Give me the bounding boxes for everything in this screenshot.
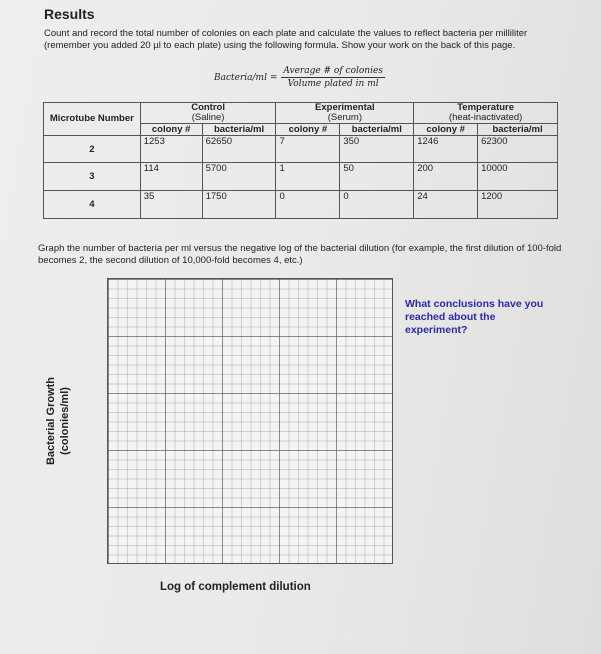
y-axis-label-line: (colonies/ml) [59, 387, 71, 455]
experimental-group-header [276, 103, 414, 124]
table-cell[interactable]: 7 [276, 136, 340, 163]
table-cell[interactable]: 50 [340, 163, 414, 191]
table-cell[interactable]: 0 [340, 191, 414, 219]
microtube-number: 3 [44, 163, 141, 191]
table-cell[interactable]: 1246 [414, 136, 478, 163]
conclusion-prompt: What conclusions have you reached about the experiment? [405, 298, 544, 336]
colony-col-header: colony # [276, 124, 340, 136]
control-group-header [140, 103, 276, 124]
table-cell[interactable]: 62650 [202, 136, 276, 163]
colony-col-header: colony # [414, 124, 478, 136]
bacteria-col-header: bacteria/ml [202, 124, 276, 136]
table-group-header-row [44, 103, 558, 124]
table-cell[interactable]: 114 [140, 163, 202, 191]
group-sub: (Saline) [191, 112, 225, 123]
y-axis-label-line: Bacterial Growth [45, 376, 57, 466]
table-cell[interactable]: 0 [276, 191, 340, 219]
table-cell[interactable]: 24 [414, 191, 478, 219]
microtube-header: Microtube Number [44, 103, 141, 136]
group-name: Control [191, 102, 225, 113]
formula-denominator: Volume plated in ml [287, 79, 379, 89]
table-cell[interactable]: 1 [276, 163, 340, 191]
graph-y-axis-label [44, 341, 72, 501]
table-cell[interactable]: 5700 [202, 163, 276, 191]
formula [214, 66, 385, 89]
graph-instructions: Graph the number of bacteria per ml versus the negative log of the bacterial dilution (for example, the first dilution of 100-fold becomes 2, the second dilution of 10,000-fold becomes 4, etc.) [38, 243, 562, 266]
page-title: Results [44, 6, 95, 22]
table-row [44, 136, 558, 163]
table-cell[interactable]: 62300 [478, 136, 558, 163]
group-sub: (Serum) [327, 112, 362, 123]
graph-x-axis-label: Log of complement dilution [160, 581, 311, 593]
microtube-number: 2 [44, 136, 141, 163]
table-cell[interactable]: 1200 [478, 191, 558, 219]
group-sub: (heat-inactivated) [448, 112, 523, 123]
microtube-number: 4 [44, 191, 141, 219]
formula-lhs: Bacteria/ml = [214, 72, 278, 83]
table-row [44, 191, 558, 219]
formula-fraction [281, 66, 385, 89]
group-name: Experimental [315, 102, 375, 113]
temperature-group-header [414, 103, 558, 124]
group-name: Temperature [457, 102, 515, 113]
bacteria-col-header: bacteria/ml [340, 124, 414, 136]
table-cell[interactable]: 1253 [140, 136, 202, 163]
table-row [44, 163, 558, 191]
table-cell[interactable]: 1750 [202, 191, 276, 219]
bacteria-col-header: bacteria/ml [478, 124, 558, 136]
table-cell[interactable]: 350 [340, 136, 414, 163]
colony-col-header: colony # [140, 124, 202, 136]
table-cell[interactable]: 35 [140, 191, 202, 219]
results-table [43, 102, 558, 219]
instructions-text: Count and record the total number of colonies on each plate and calculate the values to reflect bacteria per milliliter (remember you added 20 µl to each plate) using the following formula. Show your work on the back of this page. [44, 28, 528, 51]
table-cell[interactable]: 200 [414, 163, 478, 191]
graph-grid[interactable] [107, 278, 393, 564]
table-cell[interactable]: 10000 [478, 163, 558, 191]
formula-numerator: Average # of colonies [283, 66, 383, 76]
